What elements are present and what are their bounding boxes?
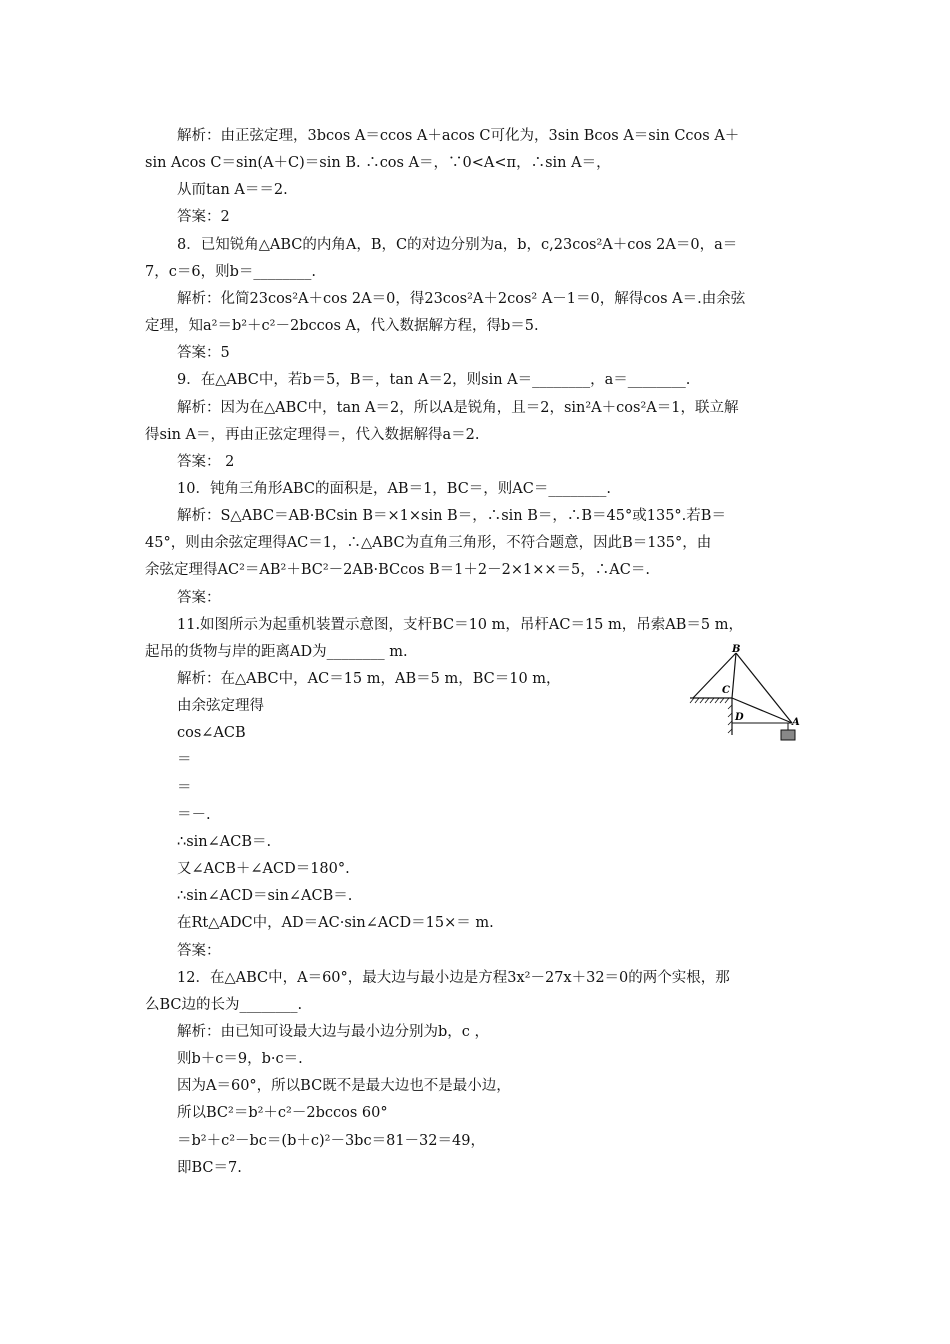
text-line: 答案： 2 [177, 453, 235, 470]
label-d: D [735, 712, 744, 723]
label-a: A [792, 717, 800, 728]
text-line: 解析：在△ABC中，AC＝15 m，AB＝5 m，BC＝10 m， [177, 671, 561, 687]
text-line: ＝b²＋c²－bc＝(b＋c)²－3bc＝81－32＝49， [177, 1132, 485, 1149]
text-line: ∴sin∠ACB＝. [177, 833, 272, 850]
label-b: B [732, 644, 741, 655]
text-line: 12．在△ABC中，A＝60°，最大边与最小边是方程3x²－27x＋32＝0的两个实根，那 [177, 969, 730, 986]
text-line: 答案：5 [177, 345, 230, 362]
text-line: 么BC边的长为________. [145, 996, 303, 1013]
text-line: 答案：2 [177, 209, 230, 226]
text-line: 9．在△ABC中，若b＝5，B＝，tan A＝2，则sin A＝________，a＝________. [177, 372, 691, 389]
text-line: 从而tan A＝＝2. [177, 182, 288, 199]
text-line: 答案： [177, 589, 221, 606]
text-line: sin Acos C＝sin(A＋C)＝sin B. ∴cos A＝，∵0<A<π，∴sin A＝， [145, 155, 611, 172]
text-line: ＝－. [177, 806, 211, 823]
text-line: 7，c＝6，则b＝________. [145, 263, 316, 280]
text-line: 解析：化简23cos²A＋cos 2A＝0，得23cos²A＋2cos² A－1＝0，解得cos A＝.由余弦 [177, 290, 746, 307]
text-line: 解析：由已知可设最大边与最小边分别为b，c ， [177, 1023, 490, 1040]
text-line: 在Rt△ADC中，AD＝AC·sin∠ACD＝15×＝ m. [177, 915, 494, 932]
ground-hatch [690, 698, 729, 703]
text-line: 又∠ACB＋∠ACD＝180°. [177, 861, 350, 878]
text-line: 答案： [177, 942, 221, 959]
text-line: 所以BC²＝b²＋c²－2bccos 60° [177, 1105, 388, 1122]
text-line: 则b＋c＝9，b·c＝. [177, 1051, 303, 1068]
load-box [781, 730, 795, 740]
text-line: 10．钝角三角形ABC的面积是，AB＝1，BC＝，则AC＝________. [177, 480, 611, 497]
text-line: 定理，知a²＝b²＋c²－2bccos A，代入数据解方程，得b＝5. [145, 318, 539, 335]
text-line: 即BC＝7. [177, 1159, 242, 1176]
ab-cable [736, 653, 792, 723]
label-c: C [722, 685, 730, 696]
crane-diagram [688, 643, 803, 743]
text-line: 解析：因为在△ABC中，tan A＝2，所以A是锐角，且＝2，sin²A＋cos²A＝1，联立解 [177, 399, 739, 416]
text-line: 由余弦定理得 [177, 698, 264, 715]
text-line: cos∠ACB [177, 725, 246, 742]
text-line: 45°，则由余弦定理得AC＝1，∴△ABC为直角三角形，不符合题意，因此B＝135°，由 [145, 535, 712, 552]
text-line: 解析：S△ABC＝AB·BCsin B＝×1×sin B＝，∴sin B＝，∴B＝45°或135°.若B＝ [177, 508, 726, 525]
text-line: 11.如图所示为起重机装置示意图，支杆BC＝10 m，吊杆AC＝15 m，吊索AB＝5 m， [177, 616, 743, 633]
text-line: 余弦定理得AC²＝AB²＋BC²－2AB·BCcos B＝1＋2－2×1××＝5，∴AC＝. [145, 562, 650, 579]
text-line: ＝ [177, 752, 192, 769]
bc-rod [732, 653, 736, 698]
text-line: 8．已知锐角△ABC的内角A，B，C的对边分别为a，b，c,23cos²A＋cos 2A＝0，a＝ [177, 236, 738, 253]
text-line: 解析：由正弦定理，3bcos A＝ccos A＋acos C可化为，3sin Bcos A＝sin Ccos A＋ [177, 128, 740, 144]
text-line: ＝ [177, 779, 192, 796]
text-line: ∴sin∠ACD＝sin∠ACB＝. [177, 888, 353, 905]
text-line: 起吊的货物与岸的距离AD为________ m. [145, 643, 408, 660]
text-line: 得sin A＝，再由正弦定理得＝，代入数据解得a＝2. [145, 426, 480, 443]
text-line: 因为A＝60°，所以BC既不是最大边也不是最小边， [177, 1078, 511, 1095]
